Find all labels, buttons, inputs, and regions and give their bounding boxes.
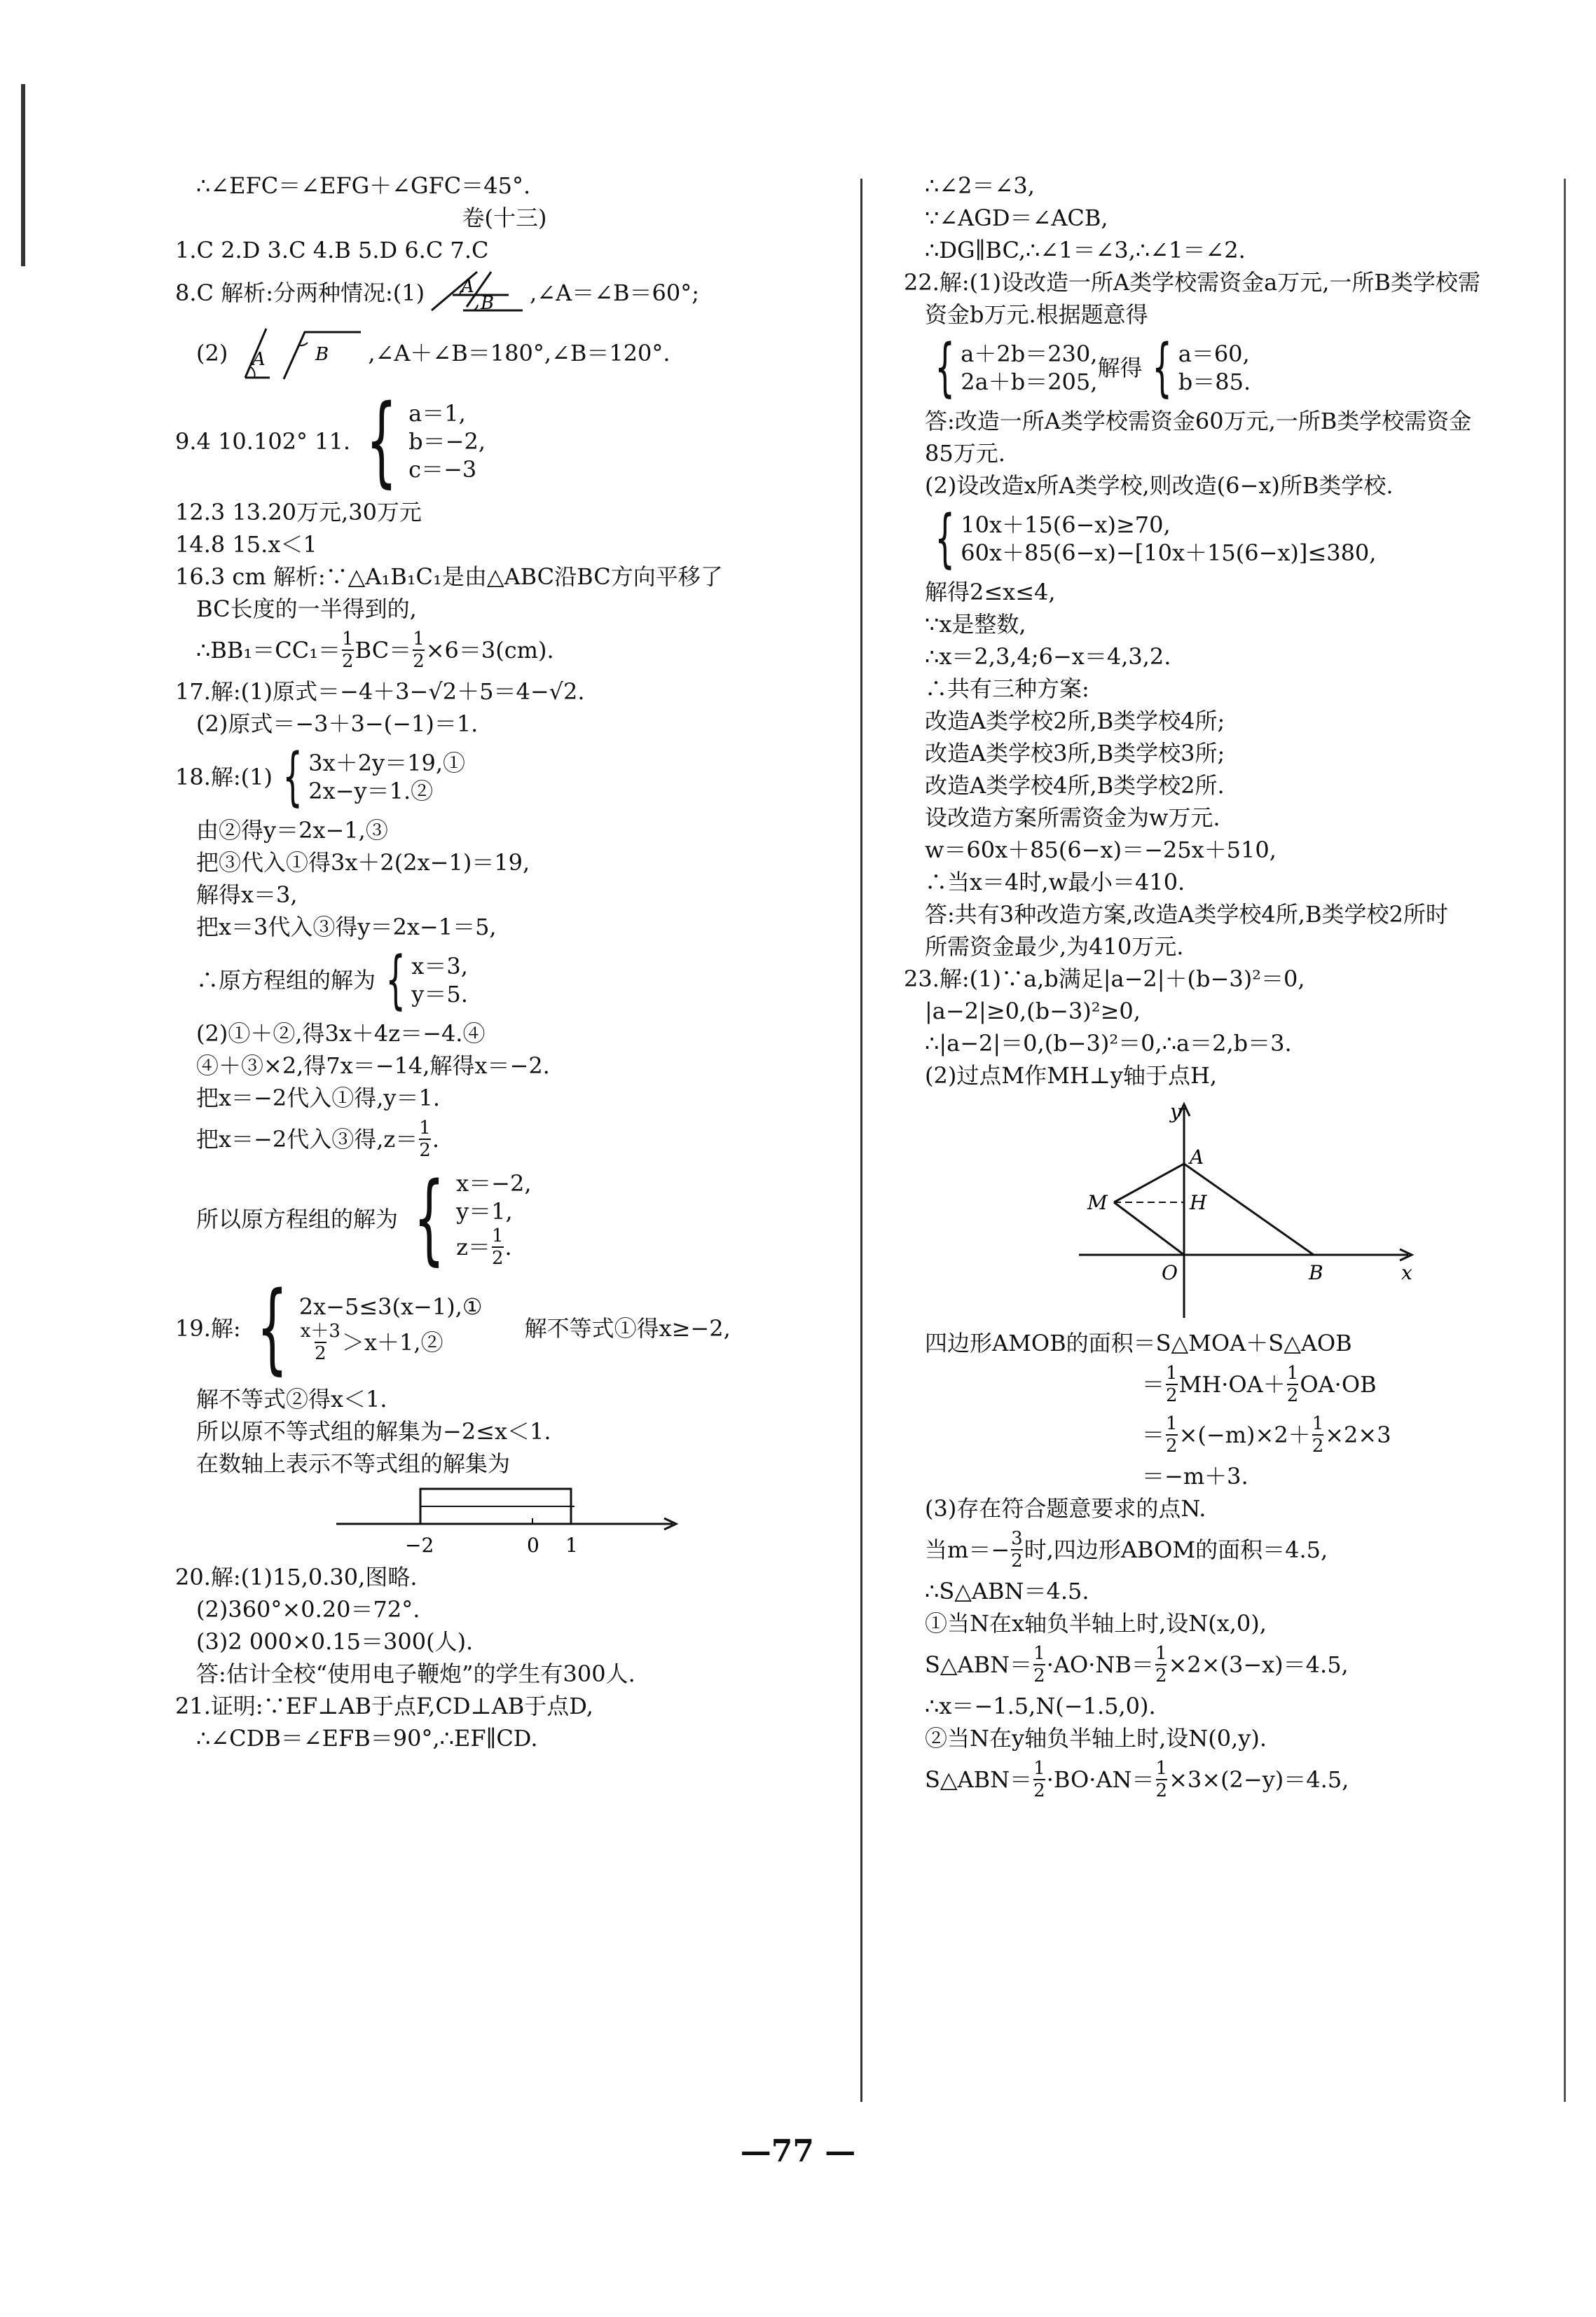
text-run: . [432,1126,439,1153]
text-run: ×2×(3−x)＝4.5, [1168,1651,1349,1678]
numerator: 1 [1155,1643,1167,1664]
text-line: 由②得y＝2x−1,③ [196,817,388,844]
text-run: 时,四边形ABOM的面积＝4.5, [1024,1536,1328,1563]
text-run: (2) [196,340,228,366]
equation-line: x＝−2, [456,1170,532,1197]
equation-stack [961,333,1097,403]
text-run: ,∠A＋∠B＝180°,∠B＝120°. [368,340,670,366]
fraction [301,1321,340,1364]
numerator: 1 [1033,1758,1045,1779]
numerator: 1 [1166,1363,1178,1384]
text-line: (2)①＋②,得3x＋4z＝−4.④ [196,1020,486,1047]
text-line: (2)过点M作MH⊥y轴于点H, [925,1062,1218,1089]
denominator: 2 [491,1248,504,1269]
text-line: 14.8 15.x＜1 [175,531,317,558]
text-line: ＝−m＋3. [1142,1463,1248,1490]
fraction [413,628,425,672]
equation-system [273,742,465,812]
text-line: ∴x＝2,3,4;6−x＝4,3,2. [925,643,1171,670]
text-line: ∴∠CDB＝∠EFB＝90°,∴EF∥CD. [196,1725,538,1752]
label-O: O [1162,1261,1178,1284]
text-line [175,1162,834,1276]
tick-label: 0 [527,1534,539,1557]
text-run: ×6＝3(cm). [425,637,554,664]
numerator: 1 [342,628,354,649]
number-line-figure [336,1482,687,1559]
text-line: 改造A类学校2所,B类学校4所; [925,708,1225,734]
equation-line: 3x＋2y＝19,① [308,750,466,776]
text-run: 18.解:(1) [175,764,273,790]
text-line [904,1642,1562,1688]
text-line: 四边形AMOB的面积＝S△MOA＋S△AOB [925,1330,1352,1356]
angle-figure-1 [425,268,530,317]
label-B: B [1309,1261,1323,1284]
text-line: ④＋③×2,得7x＝−14,解得x＝−2. [196,1052,550,1079]
numerator: 1 [1312,1413,1324,1434]
equation-line: 60x＋85(6−x)−[10x＋15(6−x)]≤380, [961,539,1377,566]
text-line: ∴|a−2|＝0,(b−3)²＝0,∴a＝2,b＝3. [925,1030,1292,1057]
text-run: ×(−m)×2＋ [1178,1422,1311,1448]
numerator: 3 [1011,1528,1023,1549]
denominator: 2 [413,651,425,672]
text-line: ∴x＝−1.5,N(−1.5,0). [925,1693,1156,1719]
equation-line: b＝85. [1178,369,1251,395]
text-line [904,1412,1562,1458]
text-run: 8.C 解析:分两种情况:(1) [175,280,425,306]
brace-symbol: { [385,943,406,1017]
fraction [1155,1643,1167,1686]
text-run: S△ABN＝ [925,1766,1033,1793]
text-run: ,∠A＝∠B＝60°; [530,280,700,306]
numerator: 1 [491,1225,504,1246]
equation-system [925,504,1376,574]
text-run: BC＝ [355,637,412,664]
left-column [175,172,834,1756]
denominator: 2 [1166,1436,1178,1457]
denominator: 2 [1033,1665,1045,1686]
label-y: y [1170,1100,1181,1123]
numerator: 1 [1155,1758,1168,1779]
text-line: 把x＝−2代入①得,y＝1. [196,1085,441,1111]
text-run: 解得 [1097,355,1143,381]
text-line: |a−2|≥0,(b−3)²≥0, [925,998,1141,1024]
text-line: (2)原式＝−3＋3−(−1)＝1. [196,710,479,737]
text-line: ∴∠2＝∠3, [925,172,1035,199]
text-line: 解得x＝3, [196,881,298,908]
equation-line: x＝3, [411,953,468,979]
text-line [175,268,834,317]
label-A: A [1190,1146,1204,1169]
numerator: 1 [1286,1363,1299,1384]
text-line: (3)存在符合题意要求的点N. [925,1495,1206,1522]
numerator: 1 [1033,1643,1045,1664]
denominator: 2 [1286,1385,1299,1406]
text-line: 16.3 cm 解析:∵△A₁B₁C₁是由△ABC沿BC方向平移了 [175,563,723,590]
column-divider [860,179,862,2102]
text-run: ×2×3 [1325,1422,1391,1448]
text-line: 卷(十三) [462,205,547,231]
text-run: . [504,1234,512,1260]
text-line: ∴DG∥BC,∴∠1＝∠3,∴∠1＝∠2. [925,237,1246,263]
equation-line [456,1225,531,1269]
text-run: S△ABN＝ [925,1651,1033,1678]
text-line [175,384,834,498]
text-line: 22.解:(1)设改造一所A类学校需资金a万元,一所B类学校需 [904,269,1480,296]
text-line: 23.解:(1)∵a,b满足|a−2|＋(b−3)²＝0, [904,965,1305,992]
denominator: 2 [1166,1385,1178,1406]
numerator: 1 [419,1118,431,1139]
fraction [1166,1363,1178,1406]
denominator: 2 [1155,1665,1167,1686]
text-line [175,627,834,673]
tick-label: −2 [405,1534,434,1557]
equation-stack [456,1167,531,1272]
text-line: 答:估计全校“使用电子鞭炮”的学生有300人. [196,1661,635,1687]
text-line: ∴当x＝4时,w最小＝410. [925,869,1185,895]
brace-symbol: { [366,384,397,498]
brace-symbol: { [413,1162,445,1276]
text-line: 12.3 13.20万元,30万元 [175,499,422,525]
fraction [1033,1643,1045,1686]
equation-line: c＝−3 [408,456,477,483]
label-A: A [252,349,266,370]
brace-symbol: { [935,502,955,575]
fraction [1287,1363,1299,1406]
text-line: (2)设改造x所A类学校,则改造(6−x)所B类学校. [925,472,1394,499]
equation-line: 10x＋15(6−x)≥70, [961,511,1171,538]
text-line: 解得2≤x≤4, [925,579,1056,605]
text-line [175,1271,834,1385]
text-line: 所以原不等式组的解集为−2≤x＜1. [196,1418,551,1445]
text-line: 1.C 2.D 3.C 4.B 5.D 6.C 7.C [175,237,489,263]
text-run: 当m＝− [925,1536,1010,1563]
text-line: 把③代入①得3x＋2(2x−1)＝19, [196,849,530,876]
tick-label: 1 [565,1534,578,1557]
fraction [492,1225,504,1269]
text-run: ·AO·NB＝ [1046,1651,1154,1678]
denominator: 2 [315,1343,326,1364]
fraction [1156,1758,1168,1801]
text-line: ∴共有三种方案: [925,675,1089,702]
text-line [175,742,834,812]
equation-system [925,333,1097,403]
equation-stack [299,1276,483,1381]
right-border [1564,179,1566,2102]
text-run: ×3×(2−y)＝4.5, [1169,1766,1349,1793]
equation-line: a＝60, [1178,341,1250,367]
text-line: 85万元. [925,440,1005,467]
text-run: 解不等式①得x≥−2, [524,1315,731,1342]
equation-line: 2a＋b＝205, [961,369,1098,395]
text-line [175,322,834,385]
text-line: 21.证明:∵EF⊥AB于点F,CD⊥AB于点D, [175,1693,593,1719]
denominator: 2 [1155,1780,1168,1801]
text-line: ①当N在x轴负半轴上时,设N(x,0), [925,1610,1267,1637]
fraction [419,1118,431,1161]
text-run: 9.4 10.102° 11. [175,428,351,455]
right-column [904,172,1562,1807]
text-line: 20.解:(1)15,0.30,图略. [175,1564,418,1590]
label-M: M [1087,1191,1108,1214]
equation-system [376,945,468,1015]
label-A: A [461,276,474,297]
text-line: 把x＝3代入③得y＝2x−1＝5, [196,914,497,940]
text-line: ②当N在y轴负半轴上时,设N(0,y). [925,1725,1267,1752]
equation-line: a＋2b＝230, [961,341,1098,367]
solution-system [1142,333,1251,403]
equation-line: a＝1, [408,400,466,427]
text-line: w＝60x＋85(6−x)＝−25x＋510, [925,837,1277,863]
text-line: ∴∠EFC＝∠EFG＋∠GFC＝45°. [196,172,531,199]
equation-line: y＝1, [456,1198,513,1225]
text-line [175,945,834,1015]
equation-stack [1178,333,1251,403]
text-line: 17.解:(1)原式＝−4＋3−√2＋5＝4−√2. [175,678,585,705]
text-run: OA·OB [1300,1371,1377,1398]
equation-stack [411,945,468,1015]
angle-lines [432,272,523,310]
text-run: ＝ [1142,1422,1165,1448]
fraction [1166,1413,1178,1457]
brace-symbol: { [282,740,303,813]
numerator: x＋3 [300,1321,340,1342]
equation-system [398,1162,532,1276]
numerator: 1 [413,628,425,649]
equation-line: 2x−5≤3(x−1),① [298,1293,483,1320]
equation-line: 2x−y＝1.② [308,778,434,804]
label-H: H [1190,1191,1207,1214]
text-run: 所以原方程组的解为 [196,1206,399,1232]
solution-line-left [420,1506,575,1524]
text-line [904,1094,1562,1325]
text-line: ∵∠AGD＝∠ACB, [925,205,1108,231]
denominator: 2 [1033,1780,1045,1801]
text-line [175,1482,834,1559]
equation-line: y＝5. [411,981,468,1008]
text-line: ∵x是整数, [925,611,1026,638]
text-run: ∴原方程组的解为 [196,967,376,994]
text-line [904,1361,1562,1408]
equation-stack [408,389,486,494]
text-line: 资金b万元.根据题意得 [925,301,1148,328]
denominator: 2 [419,1140,431,1161]
text-line: 答:改造一所A类学校需资金60万元,一所B类学校需资金 [925,408,1472,434]
line-gap [904,1803,1562,1807]
line-gap [175,1752,834,1756]
text-line: (2)360°×0.20＝72°. [196,1596,420,1623]
text-run: 19.解: [175,1315,241,1342]
text-line: 答:共有3种改造方案,改造A类学校4所,B类学校2所时 [925,901,1448,928]
text-line: (3)2 000×0.15＝300(人). [196,1628,474,1655]
brace-symbol: { [256,1271,288,1385]
coordinate-figure [1072,1094,1436,1325]
text-run: ＝ [1142,1371,1165,1398]
text-run: MH·OA＋ [1178,1371,1286,1398]
text-line [175,1116,834,1162]
quadrilateral-AMOB [1114,1164,1314,1255]
text-run: z＝ [456,1234,490,1260]
fraction [1033,1758,1045,1801]
label-B: B [315,344,329,365]
text-line: 设改造方案所需资金为w万元. [925,804,1220,831]
brace-symbol: { [935,331,955,404]
inequality-system [241,1271,483,1385]
denominator: 2 [1011,1551,1023,1572]
text-run: ∴BB₁＝CC₁＝ [196,637,341,664]
page-number: —77 — [740,2133,856,2169]
text-line [904,1756,1562,1803]
equation-stack [961,504,1376,574]
text-line: 改造A类学校3所,B类学校3所; [925,740,1225,766]
fraction [1312,1413,1324,1457]
equation-system [350,384,486,498]
brace-symbol: { [1152,331,1173,404]
denominator: 2 [1312,1436,1324,1457]
text-line: 改造A类学校4所,B类学校2所. [925,772,1225,799]
numerator: 1 [1166,1413,1178,1434]
text-run: 把x＝−2代入③得,z＝ [196,1126,418,1153]
text-line: 解不等式②得x＜1. [196,1386,387,1412]
angle-figure-2 [228,322,368,385]
equation-stack [308,742,465,812]
label-B: B [481,293,495,314]
equation-line: b＝−2, [408,428,486,455]
equation-line [299,1321,483,1364]
text-line: BC长度的一半得到的, [196,596,417,622]
label-x: x [1401,1261,1412,1284]
text-run: ＞x＋1,② [341,1329,443,1356]
text-line [904,1527,1562,1573]
denominator: 2 [342,651,354,672]
binding-edge [21,84,25,266]
fraction [1011,1528,1023,1572]
text-line: 在数轴上表示不等式组的解集为 [196,1450,511,1477]
text-line: 所需资金最少,为410万元. [925,933,1184,960]
text-line [904,333,1562,403]
text-run: ·BO·AN＝ [1046,1766,1155,1793]
text-line [904,504,1562,574]
fraction [342,628,354,672]
text-line: ∴S△ABN＝4.5. [925,1578,1089,1604]
